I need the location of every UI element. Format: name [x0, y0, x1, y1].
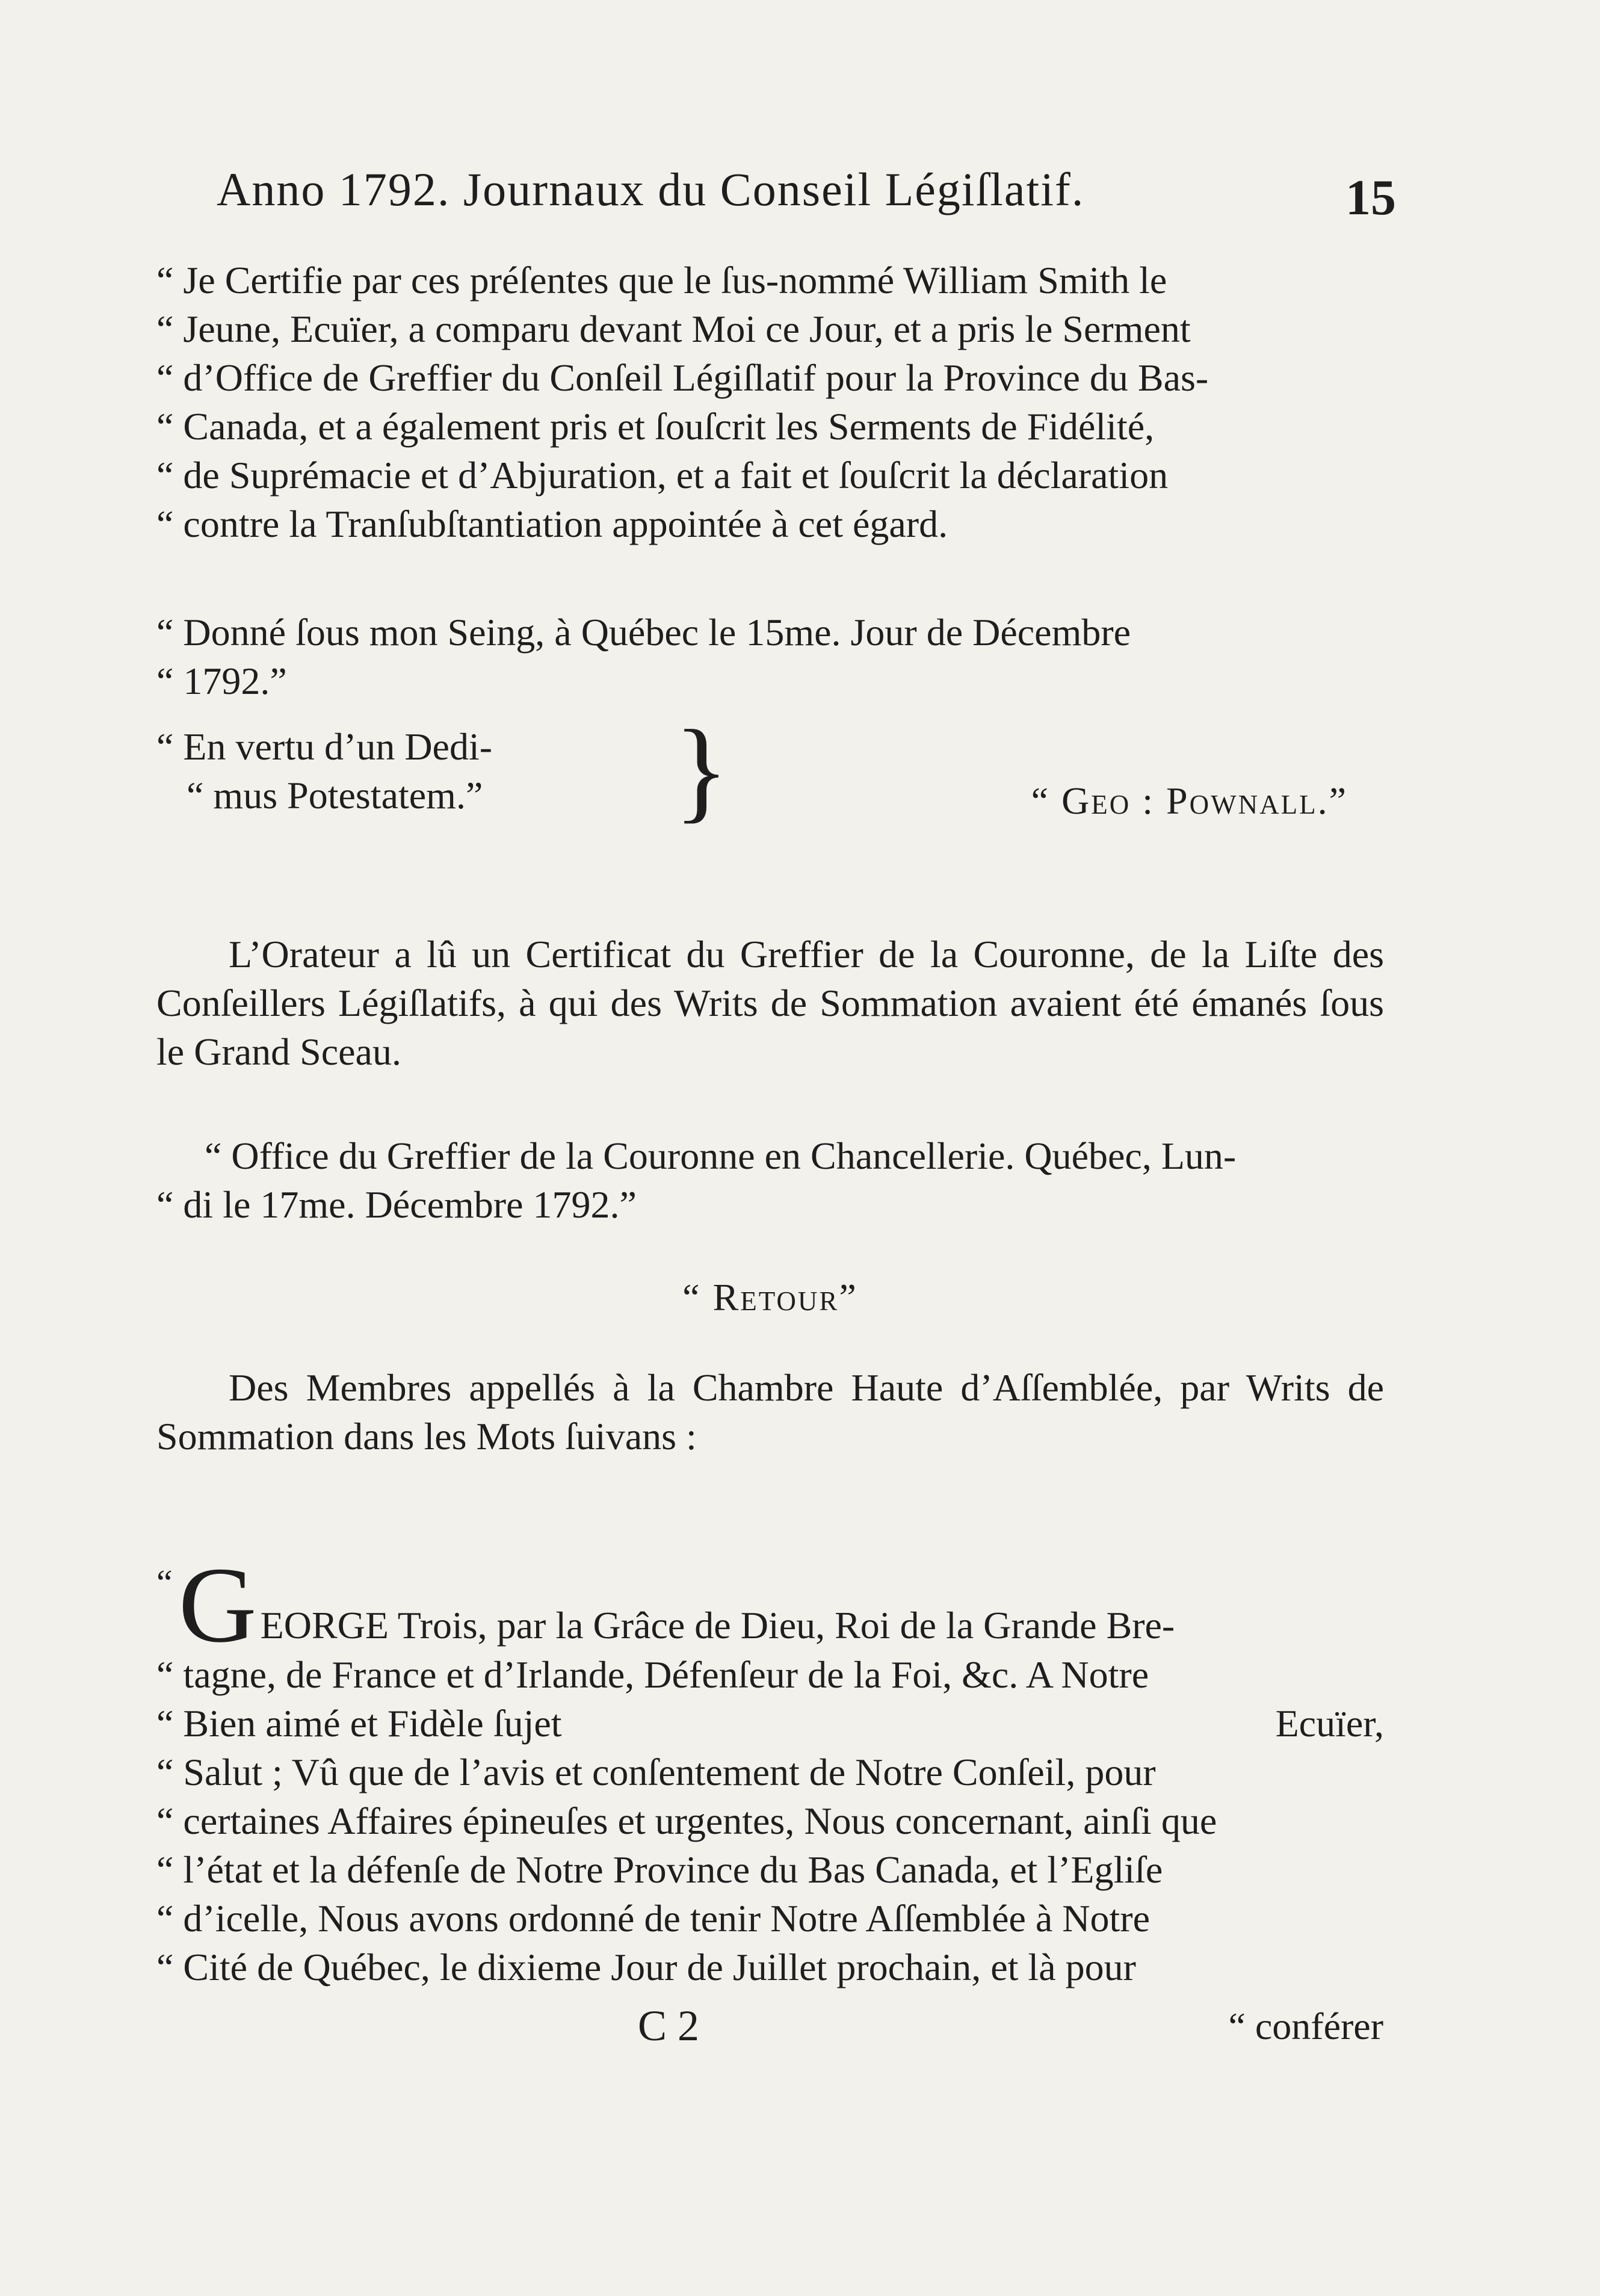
running-header — [217, 162, 1396, 229]
signature-mark: C 2 — [638, 2002, 700, 2050]
dedimus-line: “ mus Potestatem.” — [187, 774, 483, 817]
page-number: 15 — [1345, 170, 1396, 226]
retour-heading: “ Retour” — [682, 1276, 858, 1319]
certificate-line: “ Je Certifie par ces préſentes que le ſus-nommé William Smith le — [156, 259, 1167, 302]
certificate-paragraph — [156, 256, 1384, 548]
drop-cap: G — [178, 1545, 257, 1665]
header-title: Anno 1792. Journaux du Conseil Légiſlatif. — [217, 163, 1085, 215]
dedimus-line: “ En vertu d’un Dedi- — [156, 725, 493, 768]
george-writ — [156, 1545, 1384, 1991]
office-line: “ Office du Greffier de la Couronne en Chancellerie. Québec, Lun- — [205, 1134, 1237, 1177]
writ-ecuier: Ecuïer, — [1275, 1702, 1384, 1745]
brace-mark: } — [674, 707, 729, 834]
writ-line: “ l’état et la défenſe de Notre Province du Bas Canada, et l’Egliſe — [156, 1848, 1163, 1891]
certificate-line: “ Jeune, Ecuïer, a comparu devant Moi ce Jour, et a pris le Serment — [156, 308, 1191, 350]
writ-line: “ d’icelle, Nous avons ordonné de tenir Notre Aſſemblée à Notre — [156, 1897, 1150, 1940]
writ-line: “ Salut ; Vû que de l’avis et conſentement de Notre Conſeil, pour — [156, 1751, 1156, 1793]
signature-pownall: “ Geo : Pownall.” — [1031, 779, 1348, 822]
writ-line: “ tagne, de France et d’Irlande, Défenſeur de la Foi, &c. A Notre — [156, 1653, 1149, 1696]
dedimus-text — [156, 722, 492, 820]
membres-paragraph: Des Membres appellés à la Chambre Haute d’Aſſemblée, par Writs de Sommation dans les Mots ſuivans : — [156, 1366, 1384, 1458]
given-line: “ 1792.” — [156, 660, 287, 702]
opening-quote: “ — [156, 1563, 173, 1603]
orateur-paragraph: L’Orateur a lû un Certificat du Greffier de la Couronne, de la Liſte des Conſeillers Légiſlatifs, à qui des Writs de Sommation avaient été émanés ſous le Grand Sceau. — [156, 933, 1384, 1073]
writ-line: “ certaines Affaires épineuſes et urgentes, Nous concernant, ainſi que — [156, 1799, 1217, 1842]
office-paragraph — [156, 1131, 1384, 1229]
certificate-line: “ d’Office de Greffier du Conſeil Légiſlatif pour la Province du Bas- — [156, 356, 1209, 399]
given-line: “ Donné ſous mon Seing, à Québec le 15me. Jour de Décembre — [156, 611, 1131, 654]
office-line: “ di le 17me. Décembre 1792.” — [156, 1183, 637, 1226]
writ-line: “ Cité de Québec, le dixieme Jour de Juillet prochain, et là pour — [156, 1946, 1136, 1988]
certificate-line: “ Canada, et a également pris et ſouſcrit les Serments de Fidélité, — [156, 405, 1155, 448]
writ-line: “ Bien aimé et Fidèle ſujet — [156, 1702, 562, 1745]
given-paragraph — [156, 608, 1384, 705]
dedimus-block — [156, 707, 1384, 834]
certificate-line: “ contre la Tranſubſtantiation appointée à cet égard. — [156, 503, 948, 545]
writ-line: EORGE Trois, par la Grâce de Dieu, Roi de la Grande Bre- — [260, 1604, 1175, 1647]
catchword: “ conférer — [1228, 2005, 1383, 2047]
certificate-line: “ de Suprémacie et d’Abjuration, et a fait et ſouſcrit la déclaration — [156, 454, 1169, 497]
